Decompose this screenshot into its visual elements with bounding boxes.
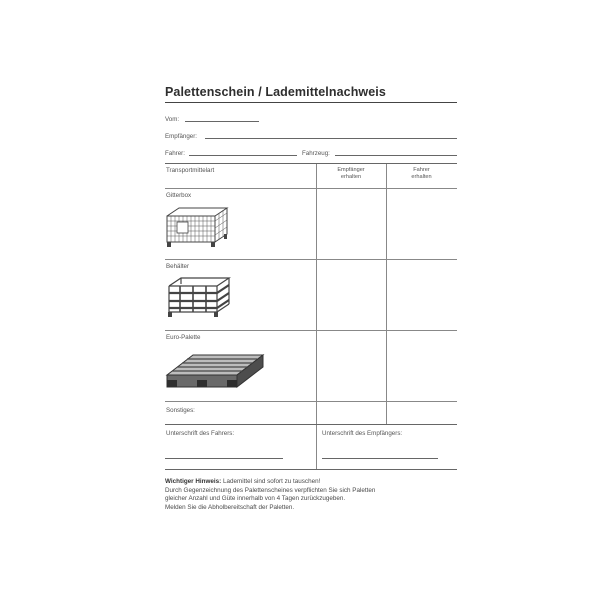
notice-line-3: gleicher Anzahl und Güte innerhalb von 4 Tagen zurückzugeben. xyxy=(165,495,346,503)
row-label-gitterbox: Gitterbox xyxy=(166,192,192,199)
pallet-form xyxy=(165,85,457,513)
header-recipient-cell xyxy=(316,164,387,188)
recipient-count-cell[interactable] xyxy=(316,189,387,259)
driver-field[interactable] xyxy=(165,141,457,158)
header-driver-cell xyxy=(386,164,457,188)
table-row xyxy=(165,189,457,260)
recipient-label: Empfänger: xyxy=(165,133,197,140)
row-label-euro-palette: Euro-Palette xyxy=(166,334,201,341)
signature-divider xyxy=(316,425,317,469)
type-cell xyxy=(165,331,317,401)
driver-signature-line[interactable] xyxy=(165,458,283,459)
signature-row xyxy=(165,425,457,470)
table-row xyxy=(165,260,457,331)
notice-line-4: Melden Sie die Abholbereitschaft der Paletten. xyxy=(165,504,295,512)
header-type-cell xyxy=(165,164,317,188)
row-label-behaelter: Behälter xyxy=(166,263,190,270)
important-notice xyxy=(165,478,457,513)
from-label: Vom: xyxy=(165,116,180,123)
driver-signature-label: Unterschrift des Fahrers: xyxy=(166,430,235,437)
from-line[interactable] xyxy=(185,121,259,122)
type-cell[interactable] xyxy=(165,402,317,424)
notice-first: Lademittel sind sofort zu tauschen! xyxy=(223,478,321,485)
driver-label: Fahrer: xyxy=(165,150,185,157)
header-driver: Fahrer erhalten xyxy=(411,167,432,180)
header-type: Transportmittelart xyxy=(166,167,215,174)
recipient-field[interactable] xyxy=(165,124,457,141)
header-recipient: Empfänger erhalten xyxy=(337,167,365,180)
recipient-count-cell[interactable] xyxy=(316,331,387,401)
gitterbox-icon xyxy=(165,206,231,248)
recipient-signature-label: Unterschrift des Empfängers: xyxy=(322,430,403,437)
table-row xyxy=(165,331,457,402)
from-field[interactable] xyxy=(165,107,457,124)
table-row xyxy=(165,402,457,424)
table-header-row xyxy=(165,164,457,189)
vehicle-label: Fahrzeug: xyxy=(302,150,330,157)
behaelter-icon xyxy=(165,274,233,318)
recipient-count-cell[interactable] xyxy=(316,402,387,424)
notice-line-1 xyxy=(165,478,457,487)
type-cell xyxy=(165,189,317,259)
euro-palette-icon xyxy=(165,347,265,397)
recipient-count-cell[interactable] xyxy=(316,260,387,330)
vehicle-line[interactable] xyxy=(335,155,457,156)
row-label-sonstiges: Sonstiges: xyxy=(166,407,195,414)
notice-line-2: Durch Gegenzeichnung des Palettenscheines verpflichten Sie sich Paletten xyxy=(165,486,376,494)
transport-table xyxy=(165,163,457,425)
recipient-line[interactable] xyxy=(205,138,457,139)
driver-line[interactable] xyxy=(189,155,297,156)
recipient-signature-line[interactable] xyxy=(322,458,438,459)
type-cell xyxy=(165,260,317,330)
driver-count-cell[interactable] xyxy=(386,189,457,259)
driver-count-cell[interactable] xyxy=(386,260,457,330)
driver-count-cell[interactable] xyxy=(386,402,457,424)
form-title: Palettenschein / Lademittelnachweis xyxy=(165,85,457,103)
driver-count-cell[interactable] xyxy=(386,331,457,401)
notice-heading: Wichtiger Hinweis: xyxy=(165,478,222,485)
